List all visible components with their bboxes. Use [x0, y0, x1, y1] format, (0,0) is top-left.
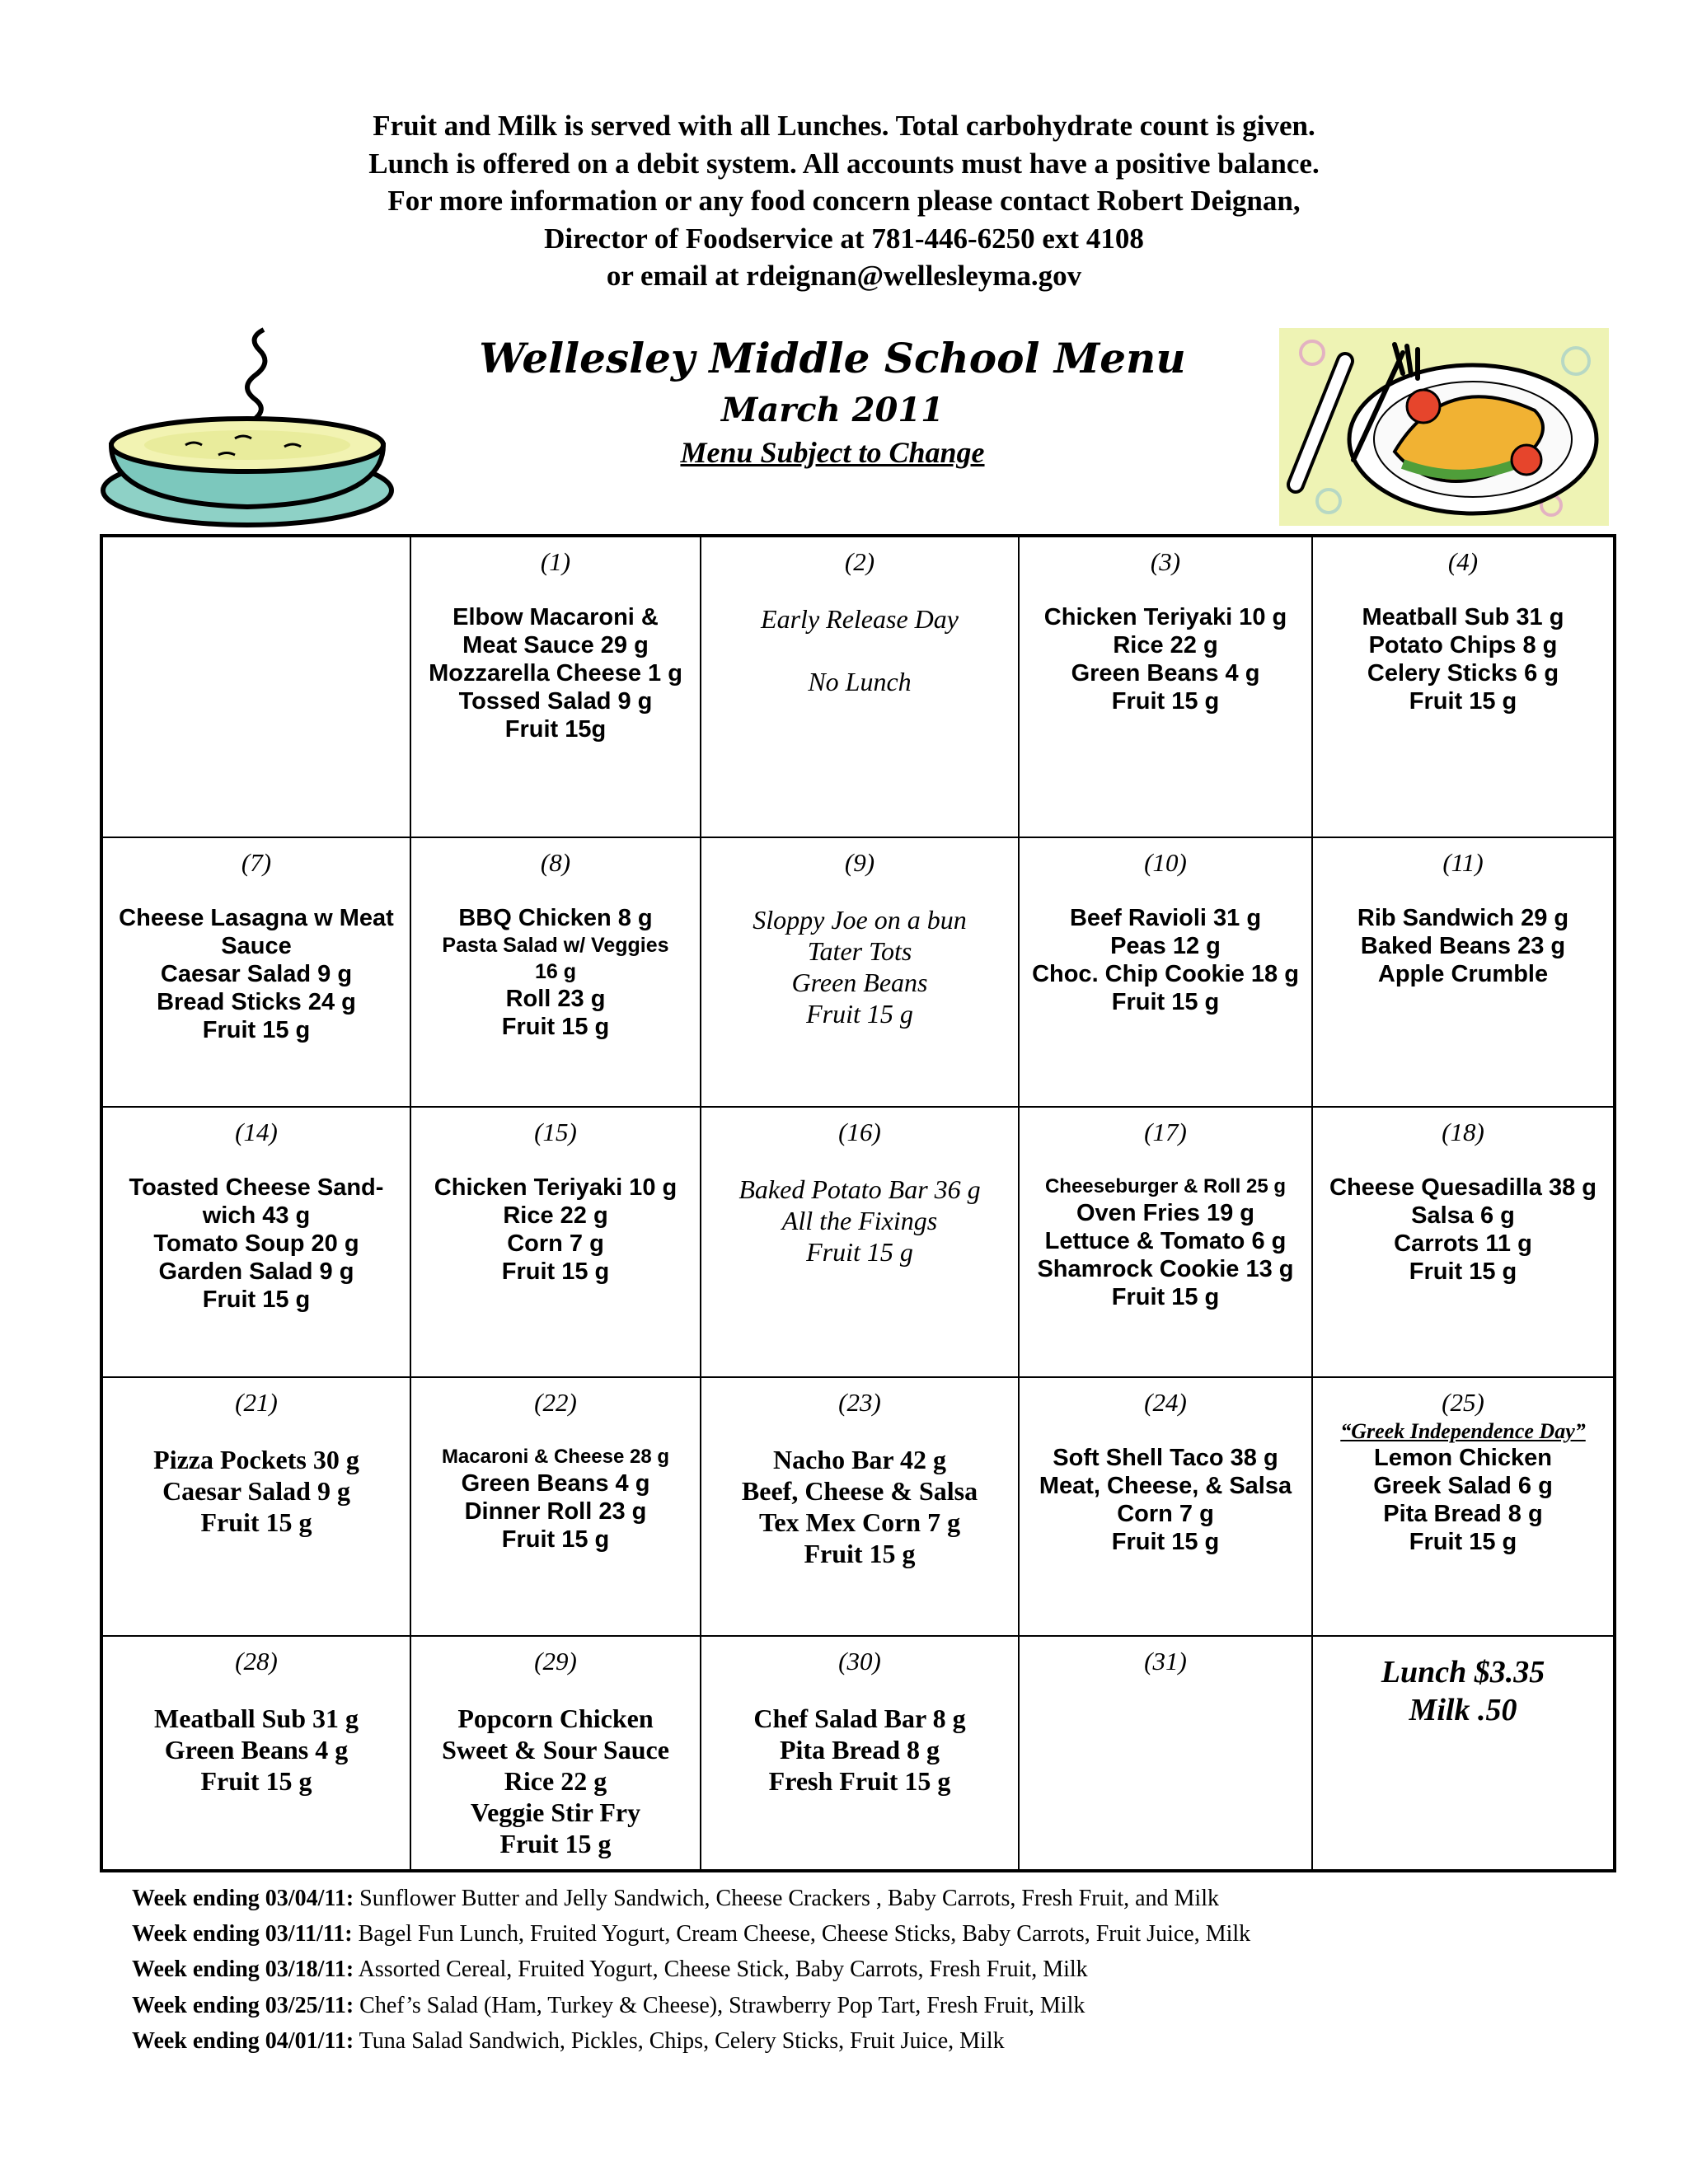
- day-number: (24): [1144, 1388, 1187, 1417]
- menu-item: Corn 7 g: [1117, 1501, 1214, 1527]
- week-line: [132, 1881, 1615, 1916]
- menu-item: Beef Ravioli 31 g: [1069, 905, 1262, 931]
- menu-item: Fruit 15 g: [202, 1017, 311, 1043]
- menu-item: Elbow Macaroni &: [452, 604, 659, 630]
- menu-item: Pizza Pockets 30 g: [153, 1445, 359, 1474]
- day-number: (23): [838, 1388, 881, 1417]
- menu-day-cell: [103, 1637, 411, 1869]
- menu-item: Dinner Roll 23 g: [464, 1498, 647, 1525]
- day-number: (7): [241, 848, 272, 877]
- header-line: or email at rdeignan@wellesleyma.gov: [606, 260, 1082, 292]
- menu-item: Sweet & Sour Sauce: [442, 1735, 669, 1765]
- day-number: (8): [540, 848, 571, 877]
- menu-item: Fruit 15 g: [1111, 1529, 1220, 1555]
- menu-day-cell: [103, 1378, 411, 1637]
- menu-item: Carrots 11 g: [1394, 1230, 1532, 1257]
- menu-title-block: [462, 330, 1203, 471]
- day-number: (1): [540, 547, 571, 576]
- week-line: [132, 1952, 1615, 1987]
- menu-item: Pita Bread 8 g: [1383, 1501, 1543, 1527]
- menu-item: Greek Salad 6 g: [1373, 1473, 1553, 1499]
- menu-item: Fruit 15 g: [1111, 989, 1220, 1015]
- menu-item: Cheeseburger & Roll 25 g: [1044, 1175, 1287, 1197]
- menu-item: Lemon Chicken: [1374, 1445, 1552, 1471]
- menu-item: [701, 635, 1018, 666]
- day-number: (15): [534, 1118, 577, 1146]
- menu-item: Chicken Teriyaki 10 g: [1043, 604, 1287, 630]
- menu-items: [1313, 1174, 1613, 1286]
- week-items: Sunflower Butter and Jelly Sandwich, Cheese Crackers , Baby Carrots, Fresh Fruit, and Milk: [354, 1886, 1219, 1911]
- menu-item: Rice 22 g: [504, 1766, 607, 1796]
- menu-day-cell: [701, 1108, 1020, 1378]
- menu-item: Pasta Salad w/ Veggies: [442, 934, 669, 957]
- menu-day-cell: [1020, 838, 1313, 1108]
- menu-item: Beef, Cheese & Salsa: [741, 1476, 978, 1506]
- header-line: Lunch is offered on a debit system. All accounts must have a positive balance.: [368, 147, 1320, 180]
- menu-item: Sloppy Joe on a bun: [753, 905, 967, 935]
- day-number: (11): [1442, 848, 1484, 877]
- menu-item: Fruit 15 g: [1409, 688, 1517, 715]
- menu-item: Lunch $3.35: [1381, 1655, 1545, 1690]
- menu-day-cell: [701, 1637, 1020, 1869]
- menu-item: 16 g: [534, 960, 577, 983]
- menu-day-cell: [411, 1108, 701, 1378]
- menu-item: Fruit 15 g: [1111, 688, 1220, 715]
- menu-item: Fruit 15 g: [806, 999, 913, 1029]
- day-number: (3): [1150, 547, 1181, 576]
- menu-items: [1313, 1444, 1613, 1556]
- menu-item: Meat Sauce 29 g: [462, 632, 649, 658]
- menu-item: Rib Sandwich 29 g: [1357, 905, 1569, 931]
- info-header: [0, 107, 1688, 295]
- menu-item: Tex Mex Corn 7 g: [758, 1507, 961, 1537]
- menu-item: Caesar Salad 9 g: [160, 961, 353, 987]
- menu-item: Roll 23 g: [505, 986, 606, 1012]
- menu-item: Tater Tots: [807, 936, 912, 966]
- day-number: (14): [235, 1118, 278, 1146]
- menu-item: Bread Sticks 24 g: [157, 989, 356, 1015]
- menu-item: Fruit 15 g: [501, 1258, 610, 1285]
- day-number: (9): [844, 848, 875, 877]
- menu-day-cell: [1313, 537, 1613, 838]
- week-items: Assorted Cereal, Fruited Yogurt, Cheese Stick, Baby Carrots, Fresh Fruit, Milk: [354, 1957, 1088, 1983]
- menu-item: Rice 22 g: [503, 1202, 608, 1229]
- menu-item: Corn 7 g: [507, 1230, 604, 1257]
- week-line: [132, 1988, 1615, 2023]
- menu-item: wich 43 g: [202, 1202, 311, 1229]
- menu-item: Cheese Lasagna w Meat: [119, 905, 394, 931]
- menu-item: Early Release Day: [761, 604, 959, 634]
- menu-item: Shamrock Cookie 13 g: [1037, 1256, 1294, 1282]
- menu-items: [1020, 904, 1311, 1016]
- menu-item: All the Fixings: [781, 1206, 938, 1235]
- menu-item: Celery Sticks 6 g: [1367, 660, 1559, 687]
- menu-item: Nacho Bar 42 g: [772, 1445, 947, 1474]
- menu-items: [1020, 603, 1311, 715]
- menu-item: Meatball Sub 31 g: [1362, 604, 1564, 630]
- header-line: Fruit and Milk is served with all Lunches. Total carbohydrate count is given.: [373, 110, 1315, 142]
- plate-icon: [1279, 328, 1609, 526]
- week-label: Week ending 03/18/11:: [132, 1957, 354, 1983]
- menu-items: [701, 1174, 1018, 1268]
- menu-day-cell: [1313, 1637, 1613, 1869]
- menu-day-cell: [1020, 537, 1313, 838]
- menu-item: Garden Salad 9 g: [158, 1258, 354, 1285]
- menu-items: [103, 1444, 410, 1538]
- menu-items: [103, 1174, 410, 1314]
- menu-item: Popcorn Chicken: [457, 1704, 654, 1733]
- menu-day-cell: [103, 1108, 411, 1378]
- day-number: (2): [844, 547, 875, 576]
- day-number: (31): [1144, 1647, 1187, 1675]
- menu-item: Fruit 15 g: [499, 1829, 612, 1858]
- menu-day-cell: [1020, 1378, 1313, 1637]
- menu-item: Peas 12 g: [1110, 933, 1221, 959]
- menu-day-cell: [411, 838, 701, 1108]
- week-items: Tuna Salad Sandwich, Pickles, Chips, Celery Sticks, Fruit Juice, Milk: [354, 2027, 1005, 2054]
- menu-item: Fruit 15 g: [1111, 1284, 1220, 1310]
- week-label: Week ending 03/25/11:: [132, 1992, 354, 2018]
- menu-items: [411, 1444, 700, 1554]
- menu-day-cell: [103, 838, 411, 1108]
- menu-item: Lettuce & Tomato 6 g: [1044, 1228, 1287, 1254]
- menu-item: Fresh Fruit 15 g: [768, 1766, 951, 1796]
- menu-item: Green Beans 4 g: [164, 1735, 349, 1765]
- menu-items: [701, 904, 1018, 1029]
- weekly-specials: [132, 1881, 1615, 2059]
- menu-title: Wellesley Middle School Menu: [479, 334, 1186, 382]
- menu-item: Fruit 15 g: [806, 1237, 913, 1267]
- menu-items: [103, 1703, 410, 1797]
- week-label: Week ending 03/11/11:: [132, 1921, 353, 1947]
- menu-item: Mozzarella Cheese 1 g: [429, 660, 682, 687]
- menu-item: Chicken Teriyaki 10 g: [434, 1174, 678, 1201]
- day-number: (21): [235, 1388, 278, 1417]
- menu-item: Macaroni & Cheese 28 g: [441, 1446, 670, 1468]
- menu-item: No Lunch: [808, 667, 912, 696]
- menu-item: Meat, Cheese, & Salsa: [1039, 1473, 1292, 1499]
- menu-item: Tomato Soup 20 g: [153, 1230, 359, 1257]
- menu-item: Salsa 6 g: [1411, 1202, 1515, 1229]
- menu-items: [1313, 1653, 1613, 1729]
- menu-item: Potato Chips 8 g: [1368, 632, 1558, 658]
- day-number: (16): [838, 1118, 881, 1146]
- menu-items: [411, 603, 700, 743]
- menu-items: [411, 1174, 700, 1286]
- menu-item: Rice 22 g: [1113, 632, 1218, 658]
- day-number: (4): [1447, 547, 1479, 576]
- menu-items: [1313, 603, 1613, 715]
- header-line: For more information or any food concern please contact Robert Deignan,: [387, 185, 1301, 217]
- menu-note: Menu Subject to Change: [680, 436, 985, 469]
- menu-item: Veggie Stir Fry: [470, 1797, 641, 1827]
- menu-item: Meatball Sub 31 g: [153, 1704, 359, 1733]
- menu-items: [1313, 904, 1613, 988]
- menu-item: Oven Fries 19 g: [1076, 1200, 1254, 1226]
- menu-day-cell: [411, 1378, 701, 1637]
- day-number: (29): [534, 1647, 577, 1675]
- menu-item: Soft Shell Taco 38 g: [1053, 1445, 1278, 1471]
- menu-calendar: [100, 534, 1616, 1872]
- holiday-note: “Greek Independence Day”: [1340, 1419, 1586, 1443]
- day-number: (22): [534, 1388, 577, 1417]
- week-label: Week ending 03/04/11:: [132, 1886, 354, 1911]
- day-number: (30): [838, 1647, 881, 1675]
- menu-items: [1020, 1444, 1311, 1556]
- menu-item: Green Beans: [791, 968, 928, 997]
- menu-item: Apple Crumble: [1377, 961, 1549, 987]
- menu-day-cell: [1313, 838, 1613, 1108]
- menu-items: [701, 1444, 1018, 1569]
- menu-day-cell: [411, 1637, 701, 1869]
- menu-month: March 2011: [721, 391, 944, 429]
- menu-item: BBQ Chicken 8 g: [458, 905, 653, 931]
- day-number: (28): [235, 1647, 278, 1675]
- soup-bowl-icon: [95, 321, 400, 536]
- menu-day-cell: [701, 838, 1020, 1108]
- day-number: (17): [1144, 1118, 1187, 1146]
- menu-item: Baked Beans 23 g: [1360, 933, 1566, 959]
- menu-items: [1020, 1174, 1311, 1311]
- week-line: [132, 1916, 1615, 1952]
- menu-day-cell: [701, 1378, 1020, 1637]
- menu-item: Tossed Salad 9 g: [458, 688, 653, 715]
- menu-item: Green Beans 4 g: [1071, 660, 1260, 687]
- menu-item: Chef Salad Bar 8 g: [753, 1704, 966, 1733]
- menu-item: Fruit 15 g: [200, 1766, 312, 1796]
- menu-day-cell: [701, 537, 1020, 838]
- menu-day-cell: [1020, 1637, 1313, 1869]
- menu-day-cell: [1313, 1108, 1613, 1378]
- menu-item: Fruit 15 g: [804, 1539, 916, 1568]
- menu-item: Fruit 15 g: [501, 1526, 610, 1553]
- menu-item: Fruit 15g: [504, 716, 607, 743]
- menu-item: Choc. Chip Cookie 18 g: [1032, 961, 1299, 987]
- menu-items: [103, 904, 410, 1044]
- menu-item: Sauce: [221, 933, 292, 959]
- day-number: (18): [1442, 1118, 1484, 1146]
- day-number: (10): [1144, 848, 1187, 877]
- menu-item: Pita Bread 8 g: [779, 1735, 940, 1765]
- menu-item: Fruit 15 g: [202, 1286, 311, 1313]
- menu-item: Fruit 15 g: [501, 1014, 610, 1040]
- menu-item: Fruit 15 g: [1409, 1529, 1517, 1555]
- menu-item: Milk .50: [1409, 1693, 1517, 1727]
- week-label: Week ending 04/01/11:: [132, 2027, 354, 2054]
- menu-items: [411, 904, 700, 1041]
- menu-items: [701, 1703, 1018, 1797]
- week-items: Chef’s Salad (Ham, Turkey & Cheese), Strawberry Pop Tart, Fresh Fruit, Milk: [354, 1992, 1085, 2018]
- menu-item: Green Beans 4 g: [461, 1470, 650, 1497]
- menu-day-cell: [411, 537, 701, 838]
- menu-items: [701, 603, 1018, 697]
- menu-item: Baked Potato Bar 36 g: [738, 1174, 981, 1204]
- menu-item: Fruit 15 g: [200, 1507, 312, 1537]
- menu-item: Caesar Salad 9 g: [162, 1476, 350, 1506]
- day-number: (25): [1442, 1388, 1484, 1417]
- menu-item: Cheese Quesadilla 38 g: [1329, 1174, 1597, 1201]
- menu-day-cell: [103, 537, 411, 838]
- header-line: Director of Foodservice at 781-446-6250 ext 4108: [544, 222, 1144, 255]
- menu-day-cell: [1020, 1108, 1313, 1378]
- menu-day-cell: [1313, 1378, 1613, 1637]
- menu-items: [411, 1703, 700, 1859]
- menu-item: Fruit 15 g: [1409, 1258, 1517, 1285]
- week-items: Bagel Fun Lunch, Fruited Yogurt, Cream Cheese, Cheese Sticks, Baby Carrots, Fruit Juice, Milk: [352, 1921, 1251, 1947]
- menu-item: Toasted Cheese Sand-: [129, 1174, 384, 1201]
- week-line: [132, 2023, 1615, 2059]
